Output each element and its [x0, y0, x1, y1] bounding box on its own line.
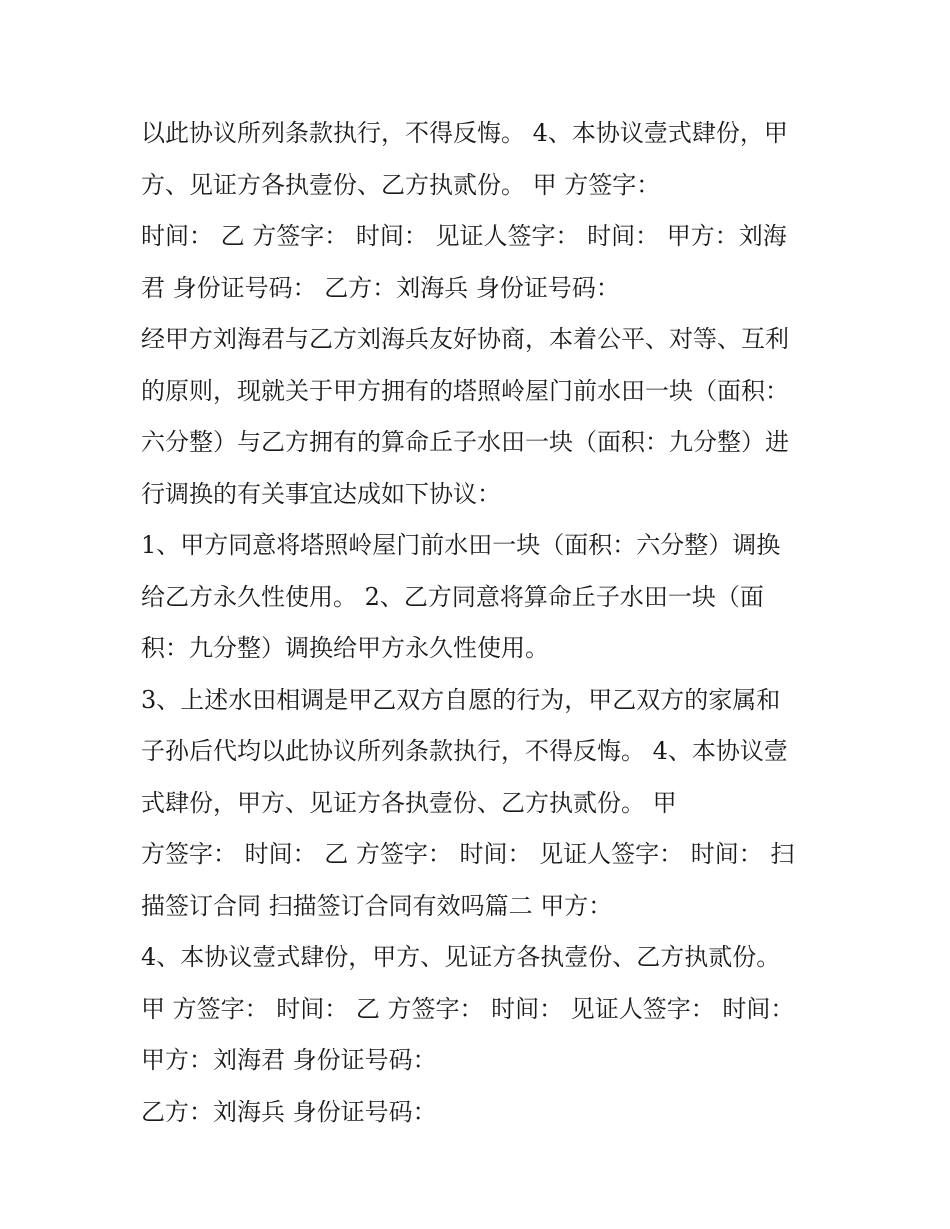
- text-line: 给乙方永久性使用。 2、乙方同意将算命丘子水田一块（面: [141, 582, 764, 611]
- text-line: 描签订合同 扫描签订合同有效吗篇二 甲方：: [141, 891, 613, 920]
- text-line: 式肆份，甲方、见证方各执壹份、乙方执贰份。 甲: [141, 788, 677, 817]
- text-line: 经甲方刘海君与乙方刘海兵友好协商，本着公平、对等、互利: [141, 325, 789, 353]
- text-line: 以此协议所列条款执行，不得反悔。 4、本协议壹式肆份，甲: [141, 119, 788, 147]
- text-line: 行调换的有关事宜达成如下协议：: [141, 479, 501, 508]
- text-line: 3、上述水田相调是甲乙双方自愿的行为，甲乙双方的家属和: [141, 685, 781, 714]
- text-line: 时间： 乙 方签字： 时间： 见证人签字： 时间： 甲方：刘海: [141, 222, 787, 250]
- document-body: [141, 108, 821, 1138]
- text-line: 积：九分整）调换给甲方永久性使用。: [141, 634, 549, 662]
- text-line: 4、本协议壹式肆份，甲方、见证方各执壹份、乙方执贰份。: [141, 943, 781, 971]
- text-line: 子孙后代均以此协议所列条款执行，不得反悔。 4、本协议壹: [141, 737, 788, 765]
- text-line: 乙方：刘海兵 身份证号码：: [141, 1097, 437, 1126]
- text-line: 方签字： 时间： 乙 方签字： 时间： 见证人签字： 时间： 扫: [141, 840, 795, 868]
- text-line: 君 身份证号码： 乙方：刘海兵 身份证号码：: [141, 273, 620, 302]
- text-line: 的原则，现就关于甲方拥有的塔照岭屋门前水田一块（面积：: [141, 376, 789, 405]
- text-line: 六分整）与乙方拥有的算命丘子水田一块（面积：九分整）进: [141, 428, 789, 456]
- text-line: 1、甲方同意将塔照岭屋门前水田一块（面积：六分整）调换: [141, 531, 781, 559]
- text-line: 方、见证方各执壹份、乙方执贰份。 甲 方签字：: [141, 170, 661, 199]
- text-line: 甲方：刘海君 身份证号码：: [141, 1046, 437, 1074]
- text-line: 甲 方签字： 时间： 乙 方签字： 时间： 见证人签字： 时间：: [141, 994, 795, 1023]
